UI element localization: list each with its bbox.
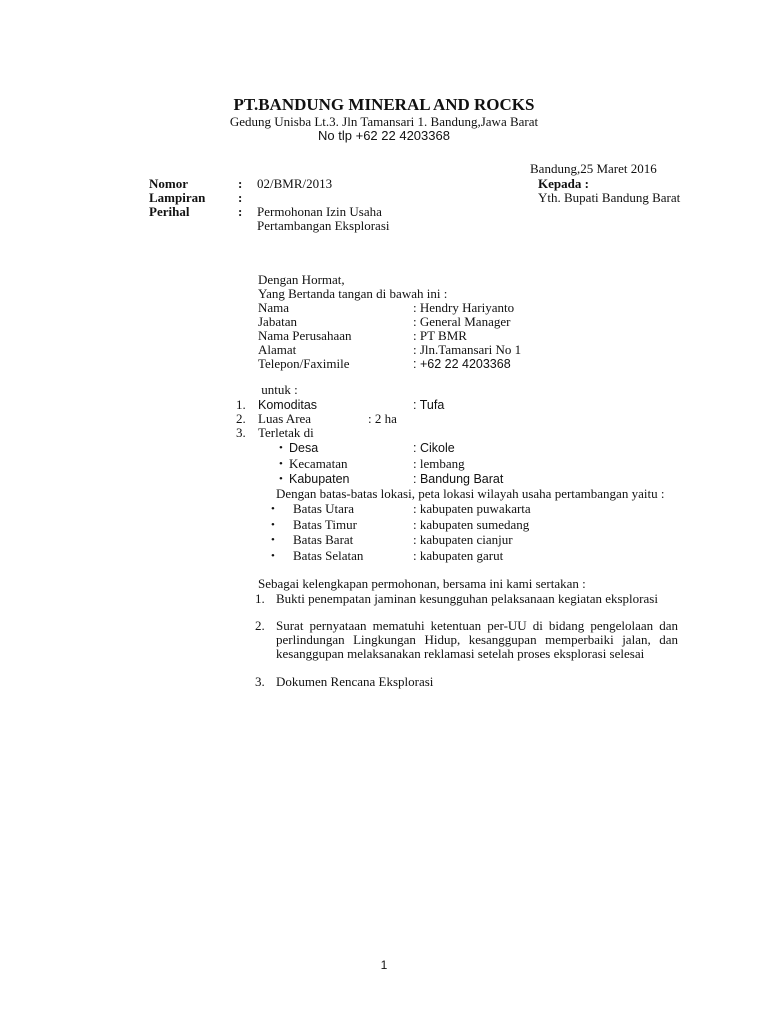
lampiran-colon: :	[238, 190, 243, 205]
bullet-icon: •	[279, 473, 283, 485]
signer-label: Jabatan	[258, 314, 297, 329]
recipient-heading: Kepada :	[538, 176, 589, 191]
attachment-number: 2.	[255, 618, 265, 633]
item-value: : Tufa	[413, 398, 445, 412]
batas-value: : kabupaten puwakarta	[413, 501, 531, 516]
item-label: Terletak di	[258, 425, 314, 440]
bullet-icon: •	[271, 534, 275, 546]
item-label: Luas Area	[258, 411, 312, 426]
lampiran-label: Lampiran	[149, 190, 206, 205]
signer-label: Nama Perusahaan	[258, 328, 352, 343]
bullet-icon: •	[279, 458, 283, 470]
item-number: 3.	[236, 425, 246, 440]
batas-value: : kabupaten cianjur	[413, 532, 513, 547]
company-phone: No tlp +62 22 4203368	[318, 128, 450, 143]
company-name: PT.BANDUNG MINERAL AND ROCKS	[233, 95, 535, 114]
untuk-label: untuk :	[258, 382, 298, 397]
signer-label: Alamat	[258, 342, 297, 357]
location-label: Kecamatan	[289, 456, 348, 471]
location-value: : Cikole	[413, 441, 455, 455]
location-label: Kabupaten	[289, 472, 350, 486]
batas-value: : kabupaten sumedang	[413, 517, 530, 532]
location-label: Desa	[289, 441, 319, 455]
attachments-intro: Sebagai kelengkapan permohonan, bersama ini kami sertakan :	[258, 576, 586, 591]
page-number: 1	[380, 958, 388, 972]
batas-label: Batas Timur	[293, 517, 357, 532]
location-value: : Bandung Barat	[413, 472, 504, 486]
perihal-label: Perihal	[149, 204, 190, 219]
letter-date: Bandung,25 Maret 2016	[530, 161, 657, 176]
recipient-name: Yth. Bupati Bandung Barat	[538, 190, 681, 205]
perihal-line-2: Pertambangan Eksplorasi	[257, 218, 390, 233]
item-number: 2.	[236, 411, 246, 426]
attachment-text: Surat pernyataan mematuhi ketentuan per-UU di bidang pengelolaan dan perlindungan Lingkungan Hidup, kesanggupan memperbaiki jalan, dan kesanggupan melaksanakan reklamasi setelah proses eksplorasi selesai	[276, 618, 678, 661]
batas-label: Batas Utara	[293, 501, 355, 516]
signer-value: : General Manager	[413, 314, 511, 329]
attachment-number: 1.	[255, 591, 265, 606]
signer-value: : +62 22 4203368	[413, 357, 511, 371]
perihal-colon: :	[238, 204, 243, 219]
company-address: Gedung Unisba Lt.3. Jln Tamansari 1. Bandung,Jawa Barat	[229, 114, 539, 129]
signer-value: : Hendry Hariyanto	[413, 300, 515, 315]
bullet-icon: •	[271, 519, 275, 531]
intro-line: Yang Bertanda tangan di bawah ini :	[258, 286, 448, 301]
signer-value: : Jln.Tamansari No 1	[413, 342, 522, 357]
bullet-icon: •	[271, 503, 275, 515]
batas-value: : kabupaten garut	[413, 548, 504, 563]
item-label: Komoditas	[258, 398, 318, 412]
attachment-number: 3.	[255, 674, 265, 689]
greeting: Dengan Hormat,	[258, 272, 345, 287]
batas-intro: Dengan batas-batas lokasi, peta lokasi wilayah usaha pertambangan yaitu :	[276, 486, 665, 501]
nomor-label: Nomor	[149, 176, 188, 191]
nomor-value: 02/BMR/2013	[257, 176, 333, 191]
batas-label: Batas Selatan	[293, 548, 364, 563]
item-value: : 2 ha	[368, 411, 397, 426]
signer-label: Telepon/Faximile	[258, 356, 350, 371]
batas-label: Batas Barat	[293, 532, 354, 547]
bullet-icon: •	[271, 550, 275, 562]
item-number: 1.	[236, 397, 246, 412]
attachment-text: Dokumen Rencana Eksplorasi	[276, 674, 434, 689]
bullet-icon: •	[279, 442, 283, 454]
signer-value: : PT BMR	[413, 328, 467, 343]
location-value: : lembang	[413, 456, 465, 471]
nomor-colon: :	[238, 176, 243, 191]
attachment-text: Bukti penempatan jaminan kesungguhan pelaksanaan kegiatan eksplorasi	[276, 591, 658, 606]
perihal-line-1: Permohonan Izin Usaha	[257, 204, 382, 219]
signer-label: Nama	[258, 300, 290, 315]
